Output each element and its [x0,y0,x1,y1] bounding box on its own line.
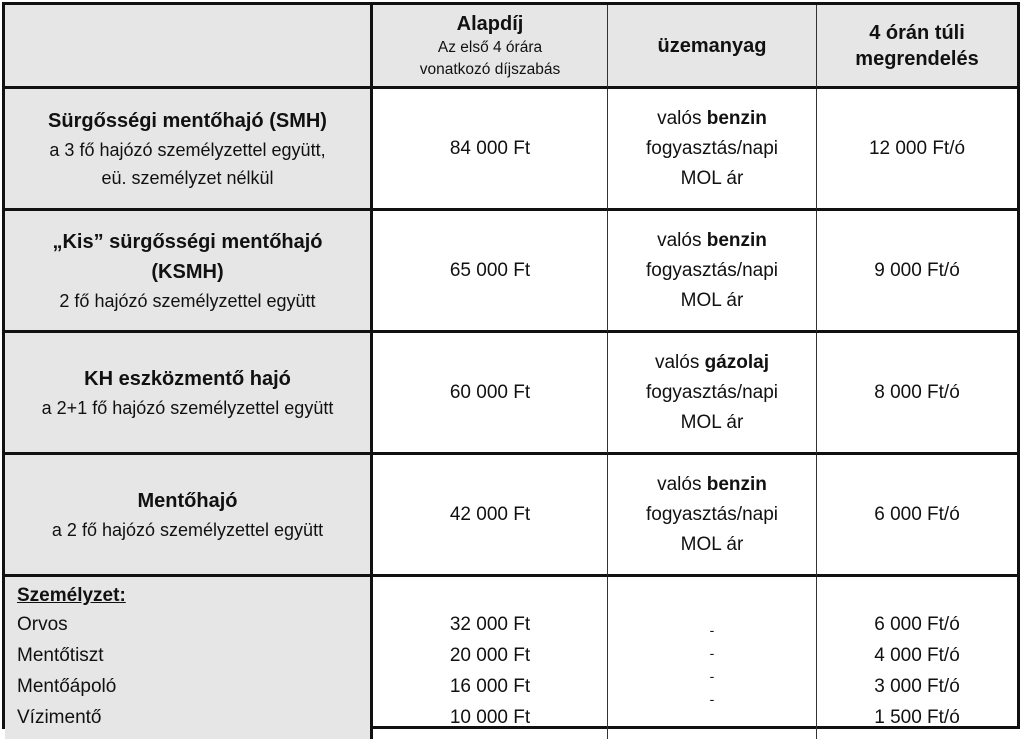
header-cell-fuel [608,5,817,89]
fuel-prefix: valós [657,107,707,129]
header-base-fee-sub2: vonatkozó díjszabás [419,60,561,78]
fuel-line1 [657,226,767,256]
overtime-cell [817,89,1017,211]
staff-title: Személyzet: [17,585,126,606]
vessel-cell [5,89,373,211]
price-table [2,2,1020,729]
staff-overtime: 1 500 Ft/ó [874,707,960,728]
staff-base-fee: 16 000 Ft [449,676,531,697]
fuel-cell [608,333,817,455]
overtime-fee: 8 000 Ft/ó [874,381,960,403]
vessel-desc: eü. személyzet nélkül [101,167,274,188]
fuel-line2: fogyasztás/napi [645,503,779,525]
staff-overtime: 3 000 Ft/ó [874,676,960,697]
fuel-line3: MOL ár [680,167,744,189]
fuel-line1 [657,470,767,500]
staff-fuel: - [709,645,715,661]
vessel-desc: a 3 fő hajózó személyzettel együtt, [49,139,326,160]
header-cell-base-fee [373,5,608,89]
header-cell-empty [5,5,373,89]
vessel-name: Sürgősségi mentőhajó (SMH) [48,109,327,132]
fuel-cell [608,89,817,211]
overtime-fee: 12 000 Ft/ó [868,137,966,159]
fuel-cell [608,455,817,577]
staff-base-fee-cell [373,577,608,739]
base-fee: 42 000 Ft [449,503,531,525]
vessel-name: „Kis” sürgősségi mentőhajó [52,230,323,253]
staff-overtime: 6 000 Ft/ó [874,614,960,635]
staff-base-fee: 32 000 Ft [449,614,531,635]
header-overtime-line2: megrendelés [855,47,979,70]
header-base-fee-sub1: Az első 4 órára [437,38,543,56]
base-fee: 65 000 Ft [449,259,531,281]
staff-fuel-cell [608,577,817,739]
staff-role: Orvos [17,614,68,635]
header-base-fee-title: Alapdíj [456,12,524,35]
vessel-name-abbr: (KSMH) [151,260,224,283]
vessel-name: Mentőhajó [137,489,238,512]
overtime-cell [817,211,1017,333]
base-fee: 84 000 Ft [449,137,531,159]
overtime-fee: 9 000 Ft/ó [874,259,960,281]
staff-overtime: 4 000 Ft/ó [874,645,960,666]
base-fee: 60 000 Ft [449,381,531,403]
vessel-name: KH eszközmentő hajó [84,367,291,390]
staff-role: Mentőtiszt [17,645,104,666]
fuel-line1 [655,348,769,378]
staff-fuel: - [709,668,715,684]
vessel-cell [5,455,373,577]
fuel-line3: MOL ár [680,289,744,311]
staff-base-fee: 20 000 Ft [449,645,531,666]
staff-base-fee: 10 000 Ft [449,707,531,728]
base-fee-cell [373,211,608,333]
fuel-line3: MOL ár [680,411,744,433]
base-fee-cell [373,455,608,577]
vessel-cell [5,211,373,333]
header-cell-overtime [817,5,1017,89]
overtime-fee: 6 000 Ft/ó [874,503,960,525]
header-overtime-line1: 4 órán túli [869,21,965,44]
fuel-prefix: valós [654,351,705,373]
staff-role: Mentőápoló [17,676,117,697]
header-fuel-title: üzemanyag [657,34,767,57]
fuel-cell [608,211,817,333]
fuel-line2: fogyasztás/napi [645,137,779,159]
base-fee-cell [373,89,608,211]
staff-fuel: - [709,691,715,707]
fuel-type: benzin [706,229,767,251]
overtime-cell [817,455,1017,577]
base-fee-cell [373,333,608,455]
fuel-type: benzin [706,473,767,495]
staff-fuel: - [709,622,715,638]
vessel-cell [5,333,373,455]
fuel-type: benzin [706,107,767,129]
fuel-line2: fogyasztás/napi [645,259,779,281]
vessel-desc: 2 fő hajózó személyzettel együtt [59,290,316,311]
staff-cell [5,577,373,739]
fuel-line3: MOL ár [680,533,744,555]
fuel-prefix: valós [657,473,707,495]
vessel-desc: a 2 fő hajózó személyzettel együtt [51,519,324,540]
fuel-line1 [657,104,767,134]
vessel-desc: a 2+1 fő hajózó személyzettel együtt [41,397,334,418]
staff-overtime-cell [817,577,1017,739]
fuel-line2: fogyasztás/napi [645,381,779,403]
staff-role: Vízimentő [17,707,102,728]
overtime-cell [817,333,1017,455]
fuel-prefix: valós [657,229,707,251]
fuel-type: gázolaj [704,351,770,373]
